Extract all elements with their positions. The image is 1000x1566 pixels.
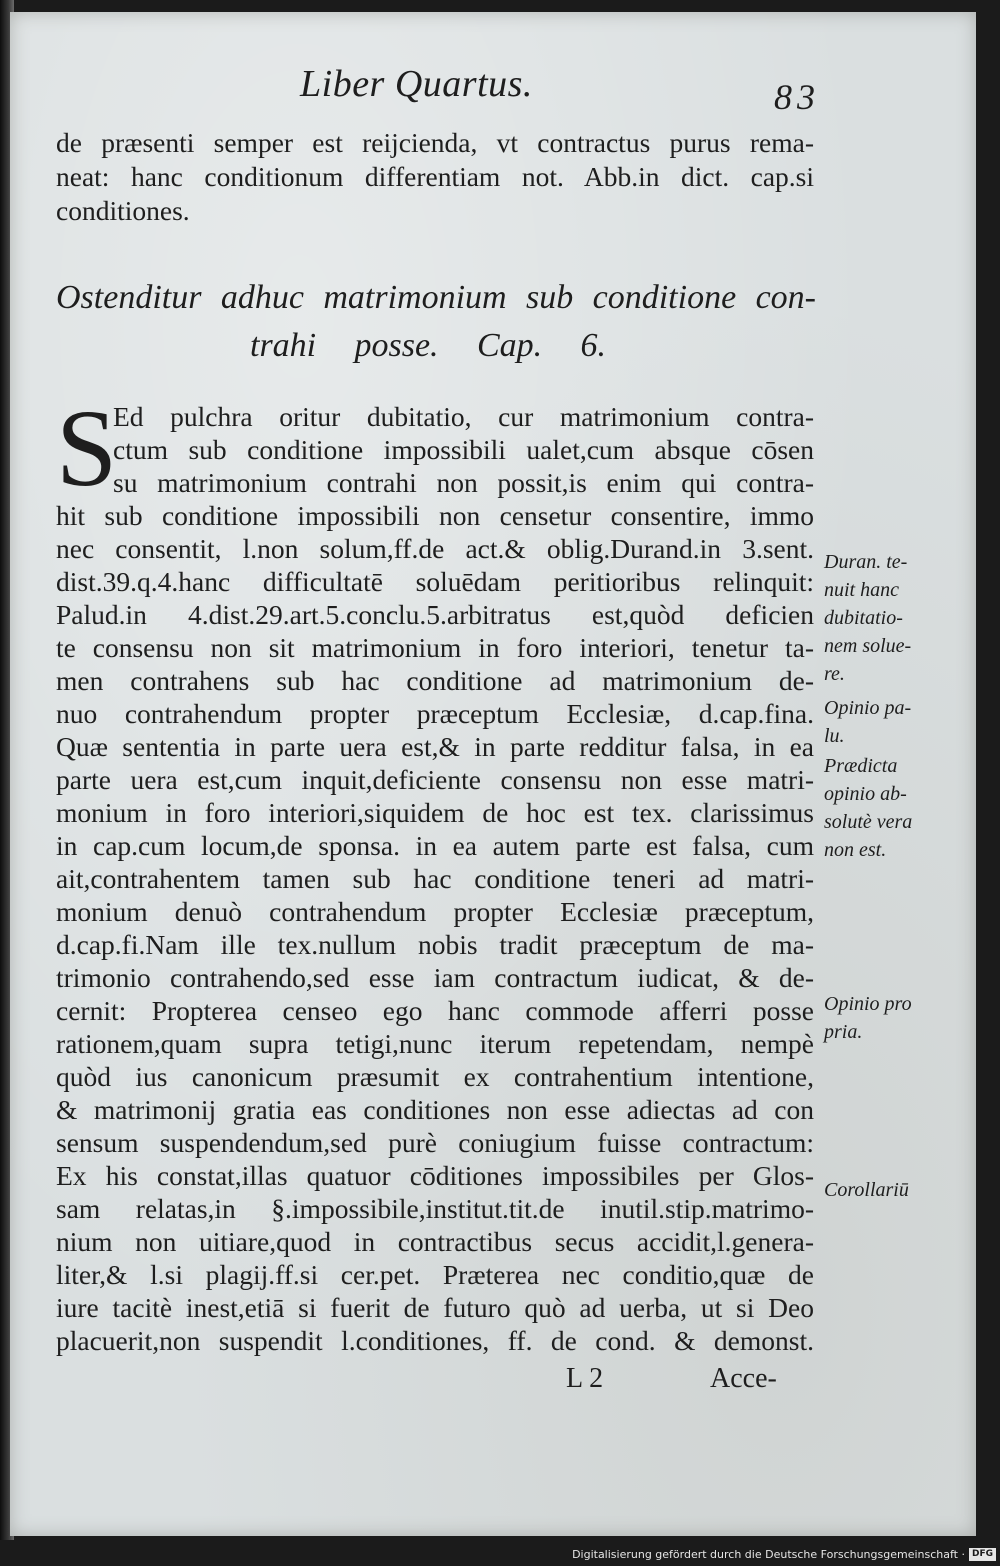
text-line: su matrimonium contrahi non possit,is enim qui contra- (113, 467, 814, 498)
text-line: de præsenti semper est reijcienda, vt contractus purus rema- (56, 127, 814, 158)
chapter-heading-line2: trahi posse. Cap. 6. (250, 327, 606, 364)
text-line: trimonio contrahendo,sed esse iam contractum iudicat, & de- (56, 962, 814, 993)
text-line: nium non uitiare,quod in contractibus secus accidit,l.genera- (56, 1226, 814, 1257)
text-line: placuerit,non suspendit l.conditiones, ff. de cond. & demonst. (56, 1325, 814, 1356)
marginal-note-line: non est. (824, 839, 887, 861)
marginal-note-line: dubitatio- (824, 607, 903, 629)
text-line: ctum sub conditione impossibili ualet,cum absque cōsen (113, 434, 814, 465)
text-line: nuo contrahendum propter præceptum Ecclesiæ, d.cap.fina. (56, 698, 814, 729)
text-line: sam relatas,in §.impossibile,institut.tit.de inutil.stip.matrimo- (56, 1193, 814, 1224)
marginal-note-line: nuit hanc (824, 579, 899, 601)
marginal-note-line: re. (824, 663, 845, 685)
chapter-heading-line1: Ostenditur adhuc matrimonium sub conditione con- (56, 279, 816, 316)
drop-cap: S (56, 387, 118, 509)
signature-mark: L 2 (566, 1363, 604, 1394)
marginal-note-line: lu. (824, 725, 845, 747)
text-line: parte uera est,cum inquit,deficiente consensu non esse matri- (56, 764, 814, 795)
marginal-note-corollarium (824, 1176, 974, 1204)
digitization-credit (572, 1548, 996, 1561)
text-line: nec consentit, l.non solum,ff.de act.& oblig.Durand.in 3.sent. (56, 533, 814, 564)
text-line: Quæ sententia in parte uera est,& in parte redditur falsa, in ea (56, 731, 814, 762)
text-line: conditiones. (56, 195, 190, 226)
text-line: hit sub conditione impossibili non censetur consentire, immo (56, 500, 814, 531)
text-line: rationem,quam supra tetigi,nunc iterum repetendam, nempè (56, 1028, 814, 1059)
text-line: Ex his constat,illas quatuor cōditiones impossibiles per Glos- (56, 1160, 814, 1191)
marginal-note-line: Corollariū (824, 1179, 909, 1201)
text-line: cernit: Propterea censeo ego hanc commode afferri posse (56, 995, 814, 1026)
book-page (10, 12, 976, 1536)
running-head: Liber Quartus. (300, 63, 533, 105)
text-line: iure tacitè inest,etiā si fuerit de futuro quò ad uerba, ut si Deo (56, 1292, 814, 1323)
marginal-note-line: Prædicta (824, 755, 898, 777)
marginal-note-line: solutè vera (824, 811, 913, 833)
marginal-note-line: nem solue- (824, 635, 912, 657)
text-line: Ed pulchra oritur dubitatio, cur matrimonium contra- (113, 401, 814, 432)
text-line: te consensu non sit matrimonium in foro interiori, tenetur ta- (56, 632, 814, 663)
credit-text: Digitalisierung gefördert durch die Deutsche Forschungsgemeinschaft · (572, 1548, 965, 1561)
text-line: sensum suspendendum,sed purè coniugium fuisse contractum: (56, 1127, 814, 1158)
page-number: 83 (774, 77, 820, 117)
marginal-note-paludanus (824, 694, 974, 750)
text-line: monium in foro interiori,siquidem de hoc est tex. clarissimus (56, 797, 814, 828)
text-line: in cap.cum locum,de sponsa. in ea autem parte est falsa, cum (56, 830, 814, 861)
marginal-note-praedicta (824, 752, 974, 864)
catchword: Acce- (710, 1363, 777, 1394)
text-line: men contrahens sub hac conditione ad matrimonium de- (56, 665, 814, 696)
marginal-note-line: Duran. te- (824, 551, 908, 573)
text-line: & matrimonij gratia eas conditiones non esse adiectas ad con (56, 1094, 814, 1125)
text-line: quòd ius canonicum præsumit ex contrahentium intentione, (56, 1061, 814, 1092)
marginal-note-line: Opinio pa- (824, 697, 912, 719)
text-line: neat: hanc conditionum differentiam not. Abb.in dict. cap.si (56, 161, 814, 192)
marginal-note-line: pria. (824, 1021, 863, 1043)
text-line: d.cap.fi.Nam ille tex.nullum nobis tradit præceptum de ma- (56, 929, 814, 960)
text-line: dist.39.q.4.hanc difficultatē soluēdam peritioribus relinquit: (56, 566, 814, 597)
text-line: Palud.in 4.dist.29.art.5.conclu.5.arbitratus est,quòd deficien (56, 599, 814, 630)
marginal-note-line: Opinio pro (824, 993, 912, 1015)
marginal-note-opinio-propria (824, 990, 974, 1046)
text-line: ait,contrahentem tamen sub hac conditione teneri ad matri- (56, 863, 814, 894)
text-line: liter,& l.si plagij.ff.si cer.pet. Præterea nec conditio,quæ de (56, 1259, 814, 1290)
marginal-note-line: opinio ab- (824, 783, 907, 805)
dfg-logo-icon: DFG (969, 1548, 996, 1561)
text-line: monium denuò contrahendum propter Ecclesiæ præceptum, (56, 896, 814, 927)
marginal-note-durandus (824, 548, 974, 688)
